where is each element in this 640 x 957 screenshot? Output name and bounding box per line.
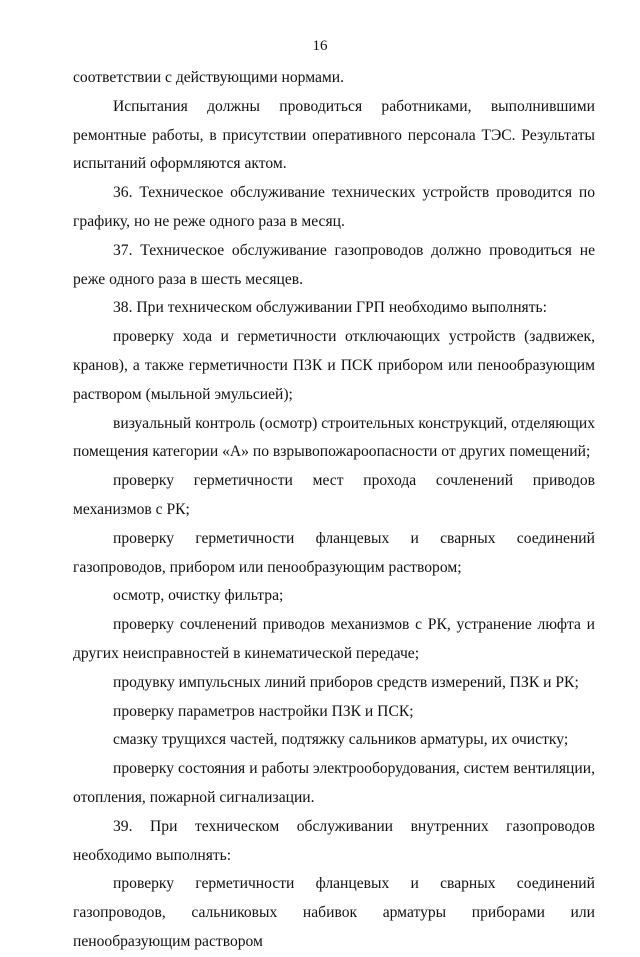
list-item: визуальный контроль (осмотр) строительных конструкций, отделяющих помещения категории «А» по взрывопожароопасности от других помещений; bbox=[73, 414, 595, 461]
list-item: осмотр, очистку фильтра; bbox=[113, 587, 284, 605]
paragraph-item-37: 37. Техническое обслуживание газопроводов должно проводиться не реже одного раза в шесть месяцев. bbox=[73, 241, 595, 288]
list-item: проверку сочленений приводов механизмов с РК, устранение люфта и других неисправностей в кинематической передаче; bbox=[73, 616, 595, 662]
paragraph-item-36: 36. Техническое обслуживание технических устройств проводится по графику, но не реже одного раза в месяц. bbox=[73, 184, 595, 230]
document-body bbox=[73, 64, 595, 957]
list-item: проверку герметичности фланцевых и сварных соединений газопроводов, прибором или пенообразующим раствором; bbox=[73, 529, 595, 576]
list-item: проверку хода и герметичности отключающих устройств (задвижек, кранов), а также герметичности ПЗК и ПСК прибором или пенообразующим раствором (мыльной эмульсией); bbox=[73, 328, 595, 403]
page-number: 16 bbox=[312, 38, 328, 54]
list-item: проверку герметичности фланцевых и сварных соединений газопроводов, сальниковых набивок арматуры приборами или пенообразующим раствором bbox=[73, 875, 595, 950]
paragraph-tests: Испытания должны проводиться работниками, выполнившими ремонтные работы, в присутствии оперативного персонала ТЭС. Результаты испытаний оформляются актом. bbox=[73, 97, 595, 173]
list-item: проверку герметичности мест прохода сочленений приводов механизмов с РК; bbox=[73, 472, 595, 518]
paragraph-continuation: соответствии с действующими нормами. bbox=[73, 69, 345, 86]
list-item: смазку трущихся частей, подтяжку сальников арматуры, их очистку; bbox=[113, 731, 569, 749]
paragraph-item-38: 38. При техническом обслуживании ГРП необходимо выполнять: bbox=[113, 299, 547, 317]
list-item: проверку параметров настройки ПЗК и ПСК; bbox=[113, 702, 414, 720]
paragraph-item-39: 39. При техническом обслуживании внутренних газопроводов необходимо выполнять: bbox=[73, 817, 595, 864]
list-item: проверку состояния и работы электрооборудования, систем вентиляции, отопления, пожарной сигнализации. bbox=[73, 760, 595, 806]
list-item: продувку импульсных линий приборов средств измерений, ПЗК и РК; bbox=[113, 673, 579, 691]
